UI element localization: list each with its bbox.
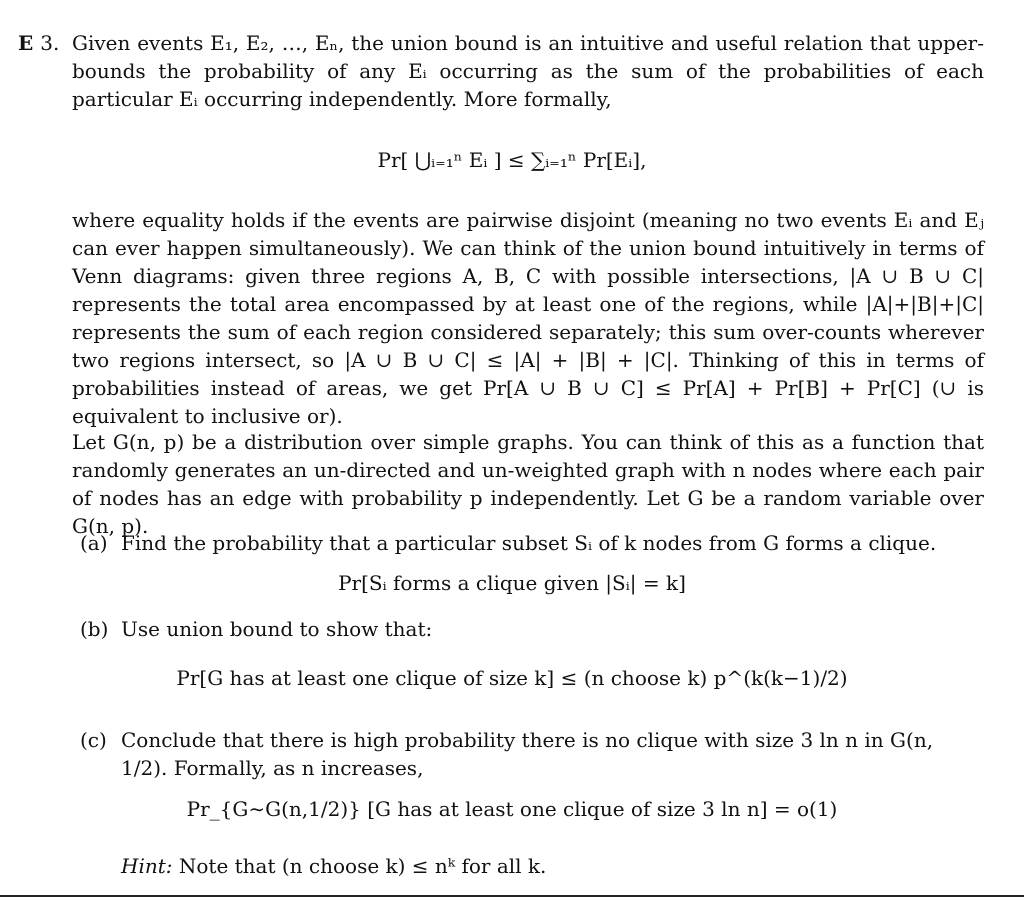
hint-text: Note that (n choose k) ≤ nᵏ for all k. [178,854,547,878]
part-b [80,615,984,643]
graph-distribution-setup: Let G(n, p) be a distribution over simple graphs. You can think of this as a function that randomly generates an un-directed and un-weighted graph with n nodes where each pair of nodes has an edge with probability p independently. Let G be a random variable over G(n, p). [72,430,984,538]
part-c [80,726,984,782]
part-a-label: (a) [80,531,108,555]
problem-number: 3. [40,31,60,55]
part-a-formula: Pr[Sᵢ forms a clique given |Sᵢ| = k] [338,571,686,595]
bottom-divider [0,895,1024,897]
problem-intro: Given events E₁, E₂, …, Eₙ, the union bound is an intuitive and useful relation that upper-bounds the probability of any Eᵢ occurring as the sum of the probabilities of each particular Eᵢ occurring independently. More formally, [72,31,984,111]
part-b-label: (b) [80,617,109,641]
part-a-text: Find the probability that a particular subset Sᵢ of k nodes from G forms a clique. [121,531,937,555]
hint [121,852,546,880]
union-bound-formula: Pr[ ⋃ᵢ₌₁ⁿ Eᵢ ] ≤ ∑ᵢ₌₁ⁿ Pr[Eᵢ], [377,148,647,172]
part-c-label: (c) [80,728,107,752]
problem-letter: E [18,31,34,55]
hint-label: Hint: [121,854,173,878]
problem-label [18,29,59,57]
part-b-text: Use union bound to show that: [121,617,433,641]
part-c-text: Conclude that there is high probability there is no clique with size 3 ln n in G(n, 1/2). Formally, as n increases, [121,728,934,780]
part-c-formula: Pr_{G∼G(n,1/2)} [G has at least one clique of size 3 ln n] = o(1) [186,797,838,821]
part-b-formula: Pr[G has at least one clique of size k] ≤ (n choose k) p^(k(k−1)/2) [176,666,848,690]
part-a [80,529,984,557]
union-bound-explanation: where equality holds if the events are pairwise disjoint (meaning no two events Eᵢ and Eⱼ can ever happen simultaneously). We can think of the union bound intuitively in terms of Venn diagrams: given three regions A, B, C with possible intersections, |A ∪ B ∪ C| represents the total area encompassed by at least one of the regions, while |A|+|B|+|C| represents the sum of each region considered separately; this sum over-counts wherever two regions intersect, so |A ∪ B ∪ C| ≤ |A| + |B| + |C|. Thinking of this in terms of probabilities instead of areas, we get Pr[A ∪ B ∪ C] ≤ Pr[A] + Pr[B] + Pr[C] (∪ is equivalent to inclusive or). [72,208,984,428]
